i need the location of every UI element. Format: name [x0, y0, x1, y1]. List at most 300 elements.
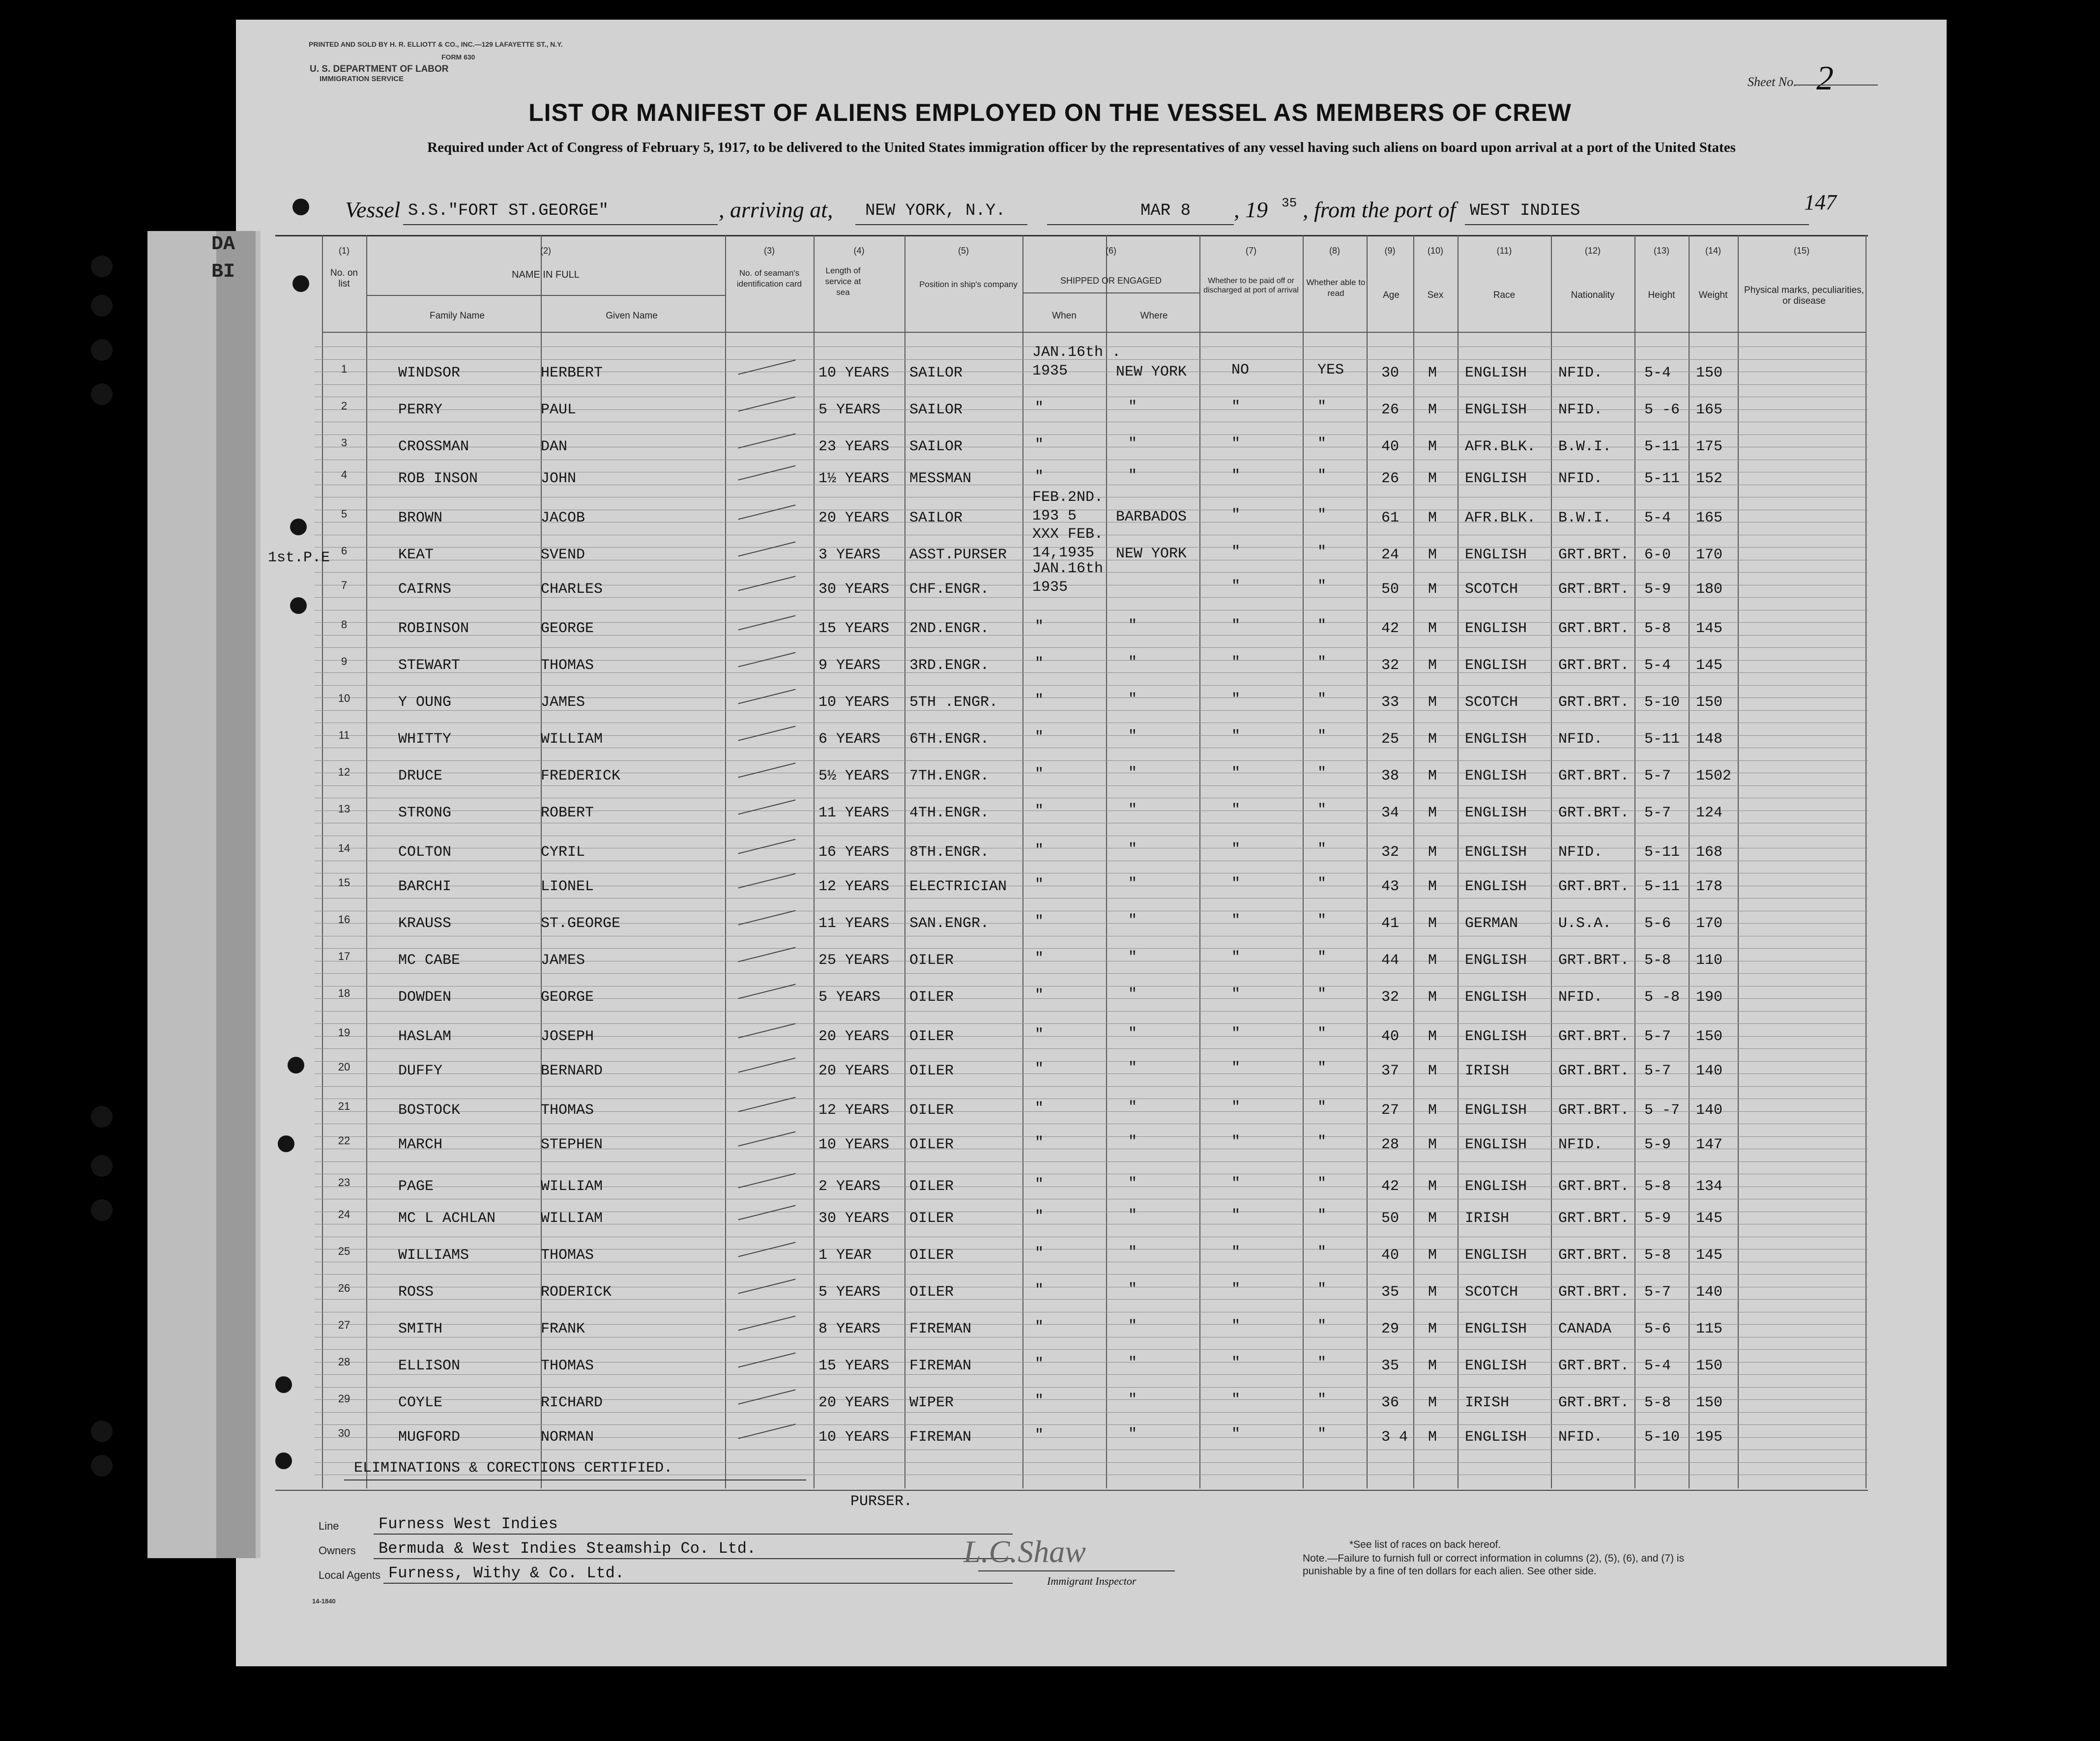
shipped-where-cell: ": [1128, 1207, 1138, 1224]
ruled-line: [315, 1048, 1868, 1049]
column-divider: [814, 235, 815, 1488]
age-cell: 40: [1381, 1247, 1400, 1264]
height-cell: 5-7: [1644, 1063, 1671, 1079]
able-to-read-cell: ": [1317, 1099, 1327, 1116]
race-cell: IRISH: [1465, 1210, 1510, 1227]
shipped-where-cell: ": [1128, 765, 1138, 782]
col-no-on-list: No. on list: [330, 268, 358, 289]
race-cell: ENGLISH: [1465, 1102, 1527, 1119]
nationality-cell: GRT.BRT.: [1558, 1178, 1630, 1195]
given-name-cell: THOMAS: [541, 657, 594, 674]
ruled-line: [315, 760, 1868, 761]
weight-cell: 140: [1696, 1063, 1723, 1079]
shipped-where-cell: ": [1128, 875, 1138, 892]
shipped-where-cell: ": [1128, 949, 1138, 966]
column-divider: [1106, 235, 1107, 1488]
line-label: Line: [319, 1520, 339, 1532]
able-to-read-cell: ": [1317, 507, 1327, 523]
age-cell: 61: [1381, 510, 1400, 526]
punch-hole: [91, 1421, 113, 1442]
column-number: (15): [1793, 246, 1809, 256]
paid-off-cell: ": [1231, 691, 1241, 708]
owners-value: Bermuda & West Indies Steamship Co. Ltd.: [379, 1539, 757, 1558]
shipped-where-cell: ": [1128, 654, 1138, 671]
position-cell: CHF.ENGR.: [909, 581, 990, 598]
position-cell: SAN.ENGR.: [909, 915, 990, 932]
age-cell: 32: [1381, 844, 1400, 861]
given-name-cell: JOSEPH: [541, 1028, 594, 1045]
position-cell: ELECTRICIAN: [909, 878, 1007, 895]
paid-off-cell: ": [1231, 1025, 1241, 1042]
shipped-when-cell: FEB.2ND. 193 5: [1032, 489, 1104, 524]
row-number: 30: [338, 1427, 350, 1439]
shipped-where-cell: ": [1128, 1318, 1138, 1335]
shipped-where-cell: NEW YORK: [1116, 364, 1187, 380]
shipped-when-cell: ": [1035, 913, 1044, 930]
age-cell: 35: [1381, 1358, 1400, 1374]
position-cell: OILER: [909, 1284, 954, 1301]
weight-cell: 145: [1696, 620, 1723, 637]
given-name-cell: GEORGE: [541, 620, 594, 637]
vessel-name: S.S."FORT ST.GEORGE": [408, 202, 609, 220]
sex-cell: M: [1428, 844, 1437, 861]
nationality-cell: GRT.BRT.: [1558, 547, 1630, 563]
races-note: *See list of races on back hereof.: [1349, 1539, 1501, 1550]
column-number: (1): [339, 246, 350, 256]
family-name-cell: HASLAM: [398, 1028, 452, 1045]
row-number: 17: [338, 950, 350, 962]
punch-hole: [91, 295, 113, 317]
height-cell: 5-6: [1644, 915, 1671, 932]
paid-off-cell: ": [1231, 1175, 1241, 1192]
age-cell: 41: [1381, 915, 1400, 932]
nationality-cell: GRT.BRT.: [1558, 1247, 1630, 1264]
ruled-line: [315, 785, 1868, 786]
form-number: FORM 630: [441, 53, 475, 61]
position-cell: ASST.PURSER: [909, 547, 1007, 563]
able-to-read-cell: ": [1317, 728, 1327, 745]
given-name-cell: ROBERT: [541, 805, 594, 821]
race-cell: ENGLISH: [1465, 844, 1527, 861]
paid-off-cell: ": [1231, 1207, 1241, 1224]
sex-cell: M: [1428, 915, 1437, 932]
family-name-cell: BOSTOCK: [398, 1102, 461, 1119]
able-to-read-cell: ": [1317, 1025, 1327, 1042]
service-length-cell: 1½ YEARS: [818, 470, 890, 487]
weight-cell: 134: [1696, 1178, 1723, 1195]
paid-off-cell: ": [1231, 544, 1241, 560]
row-number: 7: [341, 579, 348, 591]
age-cell: 44: [1381, 952, 1400, 969]
age-cell: 34: [1381, 805, 1400, 821]
position-cell: SAILOR: [909, 365, 963, 381]
height-cell: 5-9: [1644, 1210, 1671, 1227]
agents-underline: [383, 1583, 1013, 1584]
able-to-read-cell: ": [1317, 399, 1327, 415]
shipped-when-cell: ": [1035, 1245, 1044, 1262]
column-divider: [1689, 235, 1690, 1488]
race-cell: SCOTCH: [1465, 581, 1518, 598]
purser-label: PURSER.: [850, 1493, 913, 1510]
shipped-where-cell: NEW YORK: [1116, 546, 1187, 562]
nationality-cell: NFID.: [1558, 1429, 1603, 1446]
punch-hole: [91, 1155, 113, 1177]
sex-cell: M: [1428, 438, 1437, 455]
column-number: (4): [853, 246, 865, 256]
race-cell: ENGLISH: [1465, 470, 1527, 487]
position-cell: FIREMAN: [909, 1321, 972, 1337]
age-cell: 32: [1381, 989, 1400, 1006]
given-name-cell: GEORGE: [541, 989, 594, 1006]
age-cell: 50: [1381, 1210, 1400, 1227]
race-cell: ENGLISH: [1465, 547, 1527, 563]
family-name-cell: MUGFORD: [398, 1429, 461, 1446]
family-name-cell: PERRY: [398, 402, 443, 418]
service-length-cell: 9 YEARS: [818, 657, 881, 674]
sex-cell: M: [1428, 805, 1437, 821]
position-cell: MESSMAN: [909, 470, 972, 487]
weight-cell: 180: [1696, 581, 1723, 598]
paid-off-cell: ": [1231, 1060, 1241, 1076]
shipped-when-cell: ": [1035, 1356, 1044, 1372]
shipped-when-cell: JAN.16th . 1935: [1032, 344, 1121, 379]
nationality-cell: GRT.BRT.: [1558, 620, 1630, 637]
able-to-read-cell: ": [1317, 1392, 1327, 1408]
header-divider: [1022, 292, 1199, 293]
weight-cell: 148: [1696, 731, 1723, 748]
port-underline: [855, 224, 1027, 225]
family-name-cell: MC L ACHLAN: [398, 1210, 496, 1227]
ruled-line: [315, 1412, 1868, 1413]
family-name-cell: COYLE: [398, 1394, 443, 1411]
shipped-when-cell: ": [1035, 618, 1044, 635]
row-number: 16: [338, 913, 350, 926]
shipped-where-cell: ": [1128, 1060, 1138, 1076]
sex-cell: M: [1428, 768, 1437, 784]
height-cell: 5-8: [1644, 1247, 1671, 1264]
race-cell: ENGLISH: [1465, 1178, 1527, 1195]
weight-cell: 115: [1696, 1321, 1723, 1337]
column-divider: [366, 235, 367, 1488]
col-family-name: Family Name: [430, 311, 485, 321]
sheet-underline: [1794, 85, 1878, 86]
service-length-cell: 10 YEARS: [818, 1136, 890, 1153]
punch-hole: [91, 1106, 113, 1128]
shipped-where-cell: ": [1128, 841, 1138, 858]
position-cell: 6TH.ENGR.: [909, 731, 990, 748]
able-to-read-cell: ": [1317, 1060, 1327, 1076]
position-cell: FIREMAN: [909, 1429, 972, 1446]
age-cell: 38: [1381, 768, 1400, 784]
row-number: 29: [338, 1393, 350, 1405]
sex-cell: M: [1428, 952, 1437, 969]
height-cell: 5-11: [1644, 470, 1680, 487]
punch-hole: [91, 339, 113, 361]
row-number: 15: [338, 876, 350, 889]
paid-off-cell: ": [1231, 1392, 1241, 1408]
year-prefix: , 19: [1234, 197, 1268, 222]
shipped-when-cell: ": [1035, 1176, 1044, 1193]
sex-cell: M: [1428, 1102, 1437, 1119]
position-cell: OILER: [909, 989, 954, 1006]
family-name-cell: KRAUSS: [398, 915, 452, 932]
service-length-cell: 8 YEARS: [818, 1321, 881, 1337]
col-shipped: SHIPPED OR ENGAGED: [1060, 276, 1162, 286]
age-cell: 26: [1381, 470, 1400, 487]
service-length-cell: 12 YEARS: [818, 1102, 890, 1119]
height-cell: 5-4: [1644, 657, 1671, 674]
able-to-read-cell: ": [1317, 949, 1327, 966]
position-cell: 5TH .ENGR.: [909, 694, 998, 711]
row-number: 4: [341, 468, 348, 481]
family-name-cell: WILLIAMS: [398, 1247, 469, 1264]
age-cell: 37: [1381, 1063, 1400, 1079]
line-value: Furness West Indies: [379, 1515, 558, 1533]
able-to-read-cell: ": [1317, 544, 1327, 560]
weight-cell: 165: [1696, 402, 1723, 418]
able-to-read-cell: ": [1317, 875, 1327, 892]
shipped-when-cell: ": [1035, 1393, 1044, 1409]
row-number: 8: [341, 618, 348, 631]
family-name-cell: BARCHI: [398, 878, 452, 895]
nationality-cell: NFID.: [1558, 365, 1603, 381]
ruled-line: [315, 1374, 1868, 1375]
paid-off-cell: ": [1231, 802, 1241, 818]
row-number: 1: [341, 363, 348, 375]
race-cell: ENGLISH: [1465, 365, 1527, 381]
shipped-when-cell: ": [1035, 655, 1044, 672]
given-name-cell: FRANK: [541, 1321, 585, 1337]
able-to-read-cell: ": [1317, 802, 1327, 818]
sex-cell: M: [1428, 1028, 1437, 1045]
column-number: (6): [1106, 246, 1116, 256]
service-length-cell: 12 YEARS: [818, 878, 890, 895]
position-cell: FIREMAN: [909, 1358, 972, 1374]
race-cell: IRISH: [1465, 1063, 1510, 1079]
line-underline: [374, 1534, 1013, 1535]
position-cell: OILER: [909, 952, 954, 969]
given-name-cell: CYRIL: [541, 844, 585, 861]
family-name-cell: DRUCE: [398, 768, 443, 784]
ruled-line: [315, 1274, 1868, 1275]
sex-cell: M: [1428, 1210, 1437, 1227]
race-cell: ENGLISH: [1465, 805, 1527, 821]
weight-cell: 190: [1696, 989, 1723, 1006]
position-cell: OILER: [909, 1136, 954, 1153]
service-length-cell: 11 YEARS: [818, 915, 890, 932]
height-cell: 5-8: [1644, 620, 1671, 637]
column-divider: [1022, 235, 1023, 1488]
nationality-cell: GRT.BRT.: [1558, 1102, 1630, 1119]
row-number: 21: [338, 1100, 350, 1112]
header-divider: [322, 332, 1866, 333]
shipped-where-cell: ": [1128, 691, 1138, 708]
shipped-where-cell: ": [1128, 1392, 1138, 1408]
shipped-where-cell: ": [1128, 1099, 1138, 1116]
age-cell: 42: [1381, 620, 1400, 637]
sex-cell: M: [1428, 1394, 1437, 1411]
service-length-cell: 5½ YEARS: [818, 768, 890, 784]
row-number: 19: [338, 1026, 350, 1039]
row-number: 27: [338, 1319, 350, 1331]
position-cell: OILER: [909, 1063, 954, 1079]
paid-off-cell: ": [1231, 728, 1241, 745]
shipped-when-cell: ": [1035, 1100, 1044, 1117]
paid-off-cell: ": [1231, 1426, 1241, 1443]
paid-off-cell: NO: [1231, 362, 1250, 378]
shipped-where-cell: ": [1128, 1133, 1138, 1150]
header-divider: [366, 295, 725, 296]
weight-cell: 170: [1696, 547, 1723, 563]
ruled-line: [315, 685, 1868, 686]
agents-label: Local Agents: [319, 1569, 380, 1581]
owners-underline: [374, 1558, 1013, 1559]
given-name-cell: WILLIAM: [541, 1178, 603, 1195]
agents-value: Furness, Withy & Co. Ltd.: [388, 1564, 625, 1582]
punch-hole: [91, 256, 113, 277]
shipped-where-cell: ": [1128, 802, 1138, 818]
column-divider: [1738, 235, 1739, 1488]
arrival-port: NEW YORK, N.Y.: [865, 202, 1006, 220]
age-cell: 35: [1381, 1284, 1400, 1301]
column-divider: [1367, 235, 1368, 1488]
nationality-cell: GRT.BRT.: [1558, 805, 1630, 821]
from-port: WEST INDIES: [1470, 202, 1580, 220]
column-number: (13): [1653, 246, 1669, 256]
race-cell: AFR.BLK.: [1465, 510, 1536, 526]
service-length-cell: 30 YEARS: [818, 1210, 890, 1227]
race-cell: ENGLISH: [1465, 768, 1527, 784]
sex-cell: M: [1428, 989, 1437, 1006]
inspector-underline: [978, 1570, 1175, 1571]
printer-line: PRINTED AND SOLD BY H. R. ELLIOTT & CO., INC.—129 LAFAYETTE ST., N.Y.: [309, 40, 563, 48]
shipped-where-cell: ": [1128, 728, 1138, 745]
height-cell: 5-11: [1644, 731, 1680, 748]
shipped-when-cell: ": [1035, 987, 1044, 1004]
family-name-cell: SMITH: [398, 1321, 443, 1337]
height-cell: 5-8: [1644, 952, 1671, 969]
inspector-label: Immigrant Inspector: [1047, 1575, 1137, 1587]
service-length-cell: 15 YEARS: [818, 620, 890, 637]
sex-cell: M: [1428, 402, 1437, 418]
shipped-when-cell: ": [1035, 876, 1044, 893]
family-name-cell: CROSSMAN: [398, 438, 469, 455]
weight-cell: 150: [1696, 1394, 1723, 1411]
sex-cell: M: [1428, 620, 1437, 637]
sex-cell: M: [1428, 365, 1437, 381]
row-number: 11: [338, 729, 350, 741]
shipped-when-cell: ": [1035, 842, 1044, 859]
height-cell: 5 -7: [1644, 1102, 1680, 1119]
sheet-number: 2: [1816, 59, 1834, 97]
row-number: 24: [338, 1208, 350, 1220]
given-name-cell: NORMAN: [541, 1429, 594, 1446]
column-number: (10): [1427, 246, 1443, 256]
penalty-note: Note.—Failure to furnish full or correct information in columns (2), (5), (6), and (7) is punishable by a fine of ten dollars for each alien. See other side.: [1303, 1553, 1685, 1577]
age-cell: 3 4: [1381, 1429, 1408, 1446]
weight-cell: 150: [1696, 365, 1723, 381]
shipped-when-cell: ": [1035, 1282, 1044, 1299]
given-name-cell: ST.GEORGE: [541, 915, 621, 932]
service-length-cell: 15 YEARS: [818, 1358, 890, 1374]
col-name-in-full: NAME IN FULL: [512, 269, 580, 280]
family-name-cell: Y OUNG: [398, 694, 452, 711]
col-able-to-read: Whether able to read: [1306, 278, 1366, 298]
able-to-read-cell: ": [1317, 654, 1327, 671]
paid-off-cell: ": [1231, 841, 1241, 858]
weight-cell: 168: [1696, 844, 1723, 861]
row-number: 22: [338, 1134, 350, 1147]
arriving-label: , arriving at,: [719, 197, 833, 222]
nationality-cell: GRT.BRT.: [1558, 1210, 1630, 1227]
row-number: 9: [341, 655, 348, 667]
race-cell: ENGLISH: [1465, 657, 1527, 674]
crew-table: [275, 235, 1868, 1491]
column-number: (8): [1329, 246, 1340, 256]
sex-cell: M: [1428, 1321, 1437, 1337]
given-name-cell: LIONEL: [541, 878, 594, 895]
nationality-cell: GRT.BRT.: [1558, 1284, 1630, 1301]
nationality-cell: NFID.: [1558, 989, 1603, 1006]
shipped-where-cell: ": [1128, 435, 1138, 452]
race-cell: ENGLISH: [1465, 1429, 1527, 1446]
age-cell: 43: [1381, 878, 1400, 895]
service-length-cell: 20 YEARS: [818, 510, 890, 526]
weight-cell: 110: [1696, 952, 1723, 969]
service-length-cell: 20 YEARS: [818, 1063, 890, 1079]
age-cell: 40: [1381, 1028, 1400, 1045]
given-name-cell: WILLIAM: [541, 731, 603, 748]
shipped-when-cell: ": [1035, 400, 1044, 416]
position-cell: WIPER: [909, 1394, 954, 1411]
service-length-cell: 2 YEARS: [818, 1178, 881, 1195]
height-cell: 5-10: [1644, 1429, 1680, 1446]
row-number: 2: [341, 400, 348, 412]
family-name-cell: STEWART: [398, 657, 461, 674]
shipped-where-cell: ": [1128, 467, 1138, 484]
sex-cell: M: [1428, 657, 1437, 674]
age-cell: 27: [1381, 1102, 1400, 1119]
sex-cell: M: [1428, 547, 1437, 563]
column-number: (7): [1246, 246, 1256, 256]
shipped-where-cell: ": [1128, 1355, 1138, 1371]
column-divider: [322, 235, 323, 1488]
able-to-read-cell: ": [1317, 1318, 1327, 1335]
row-number: 28: [338, 1356, 350, 1368]
paid-off-cell: ": [1231, 617, 1241, 634]
shipped-when-cell: JAN.16th 1935: [1032, 560, 1104, 596]
service-length-cell: 23 YEARS: [818, 438, 890, 455]
punch-hole: [292, 199, 309, 215]
height-cell: 5-9: [1644, 581, 1671, 598]
family-name-cell: STRONG: [398, 805, 452, 821]
sex-cell: M: [1428, 1063, 1437, 1079]
col-paid-off: Whether to be paid off or discharged at port of arrival: [1203, 277, 1299, 294]
weight-cell: 145: [1696, 657, 1723, 674]
sex-cell: M: [1428, 1136, 1437, 1153]
given-name-cell: PAUL: [541, 402, 577, 418]
height-cell: 5-4: [1644, 510, 1671, 526]
from-underline: [1465, 224, 1809, 225]
row-number: 14: [338, 842, 350, 854]
age-cell: 29: [1381, 1321, 1400, 1337]
age-cell: 50: [1381, 581, 1400, 598]
service-length-cell: 10 YEARS: [818, 694, 890, 711]
shipped-when-cell: ": [1035, 729, 1044, 746]
height-cell: 5-6: [1644, 1321, 1671, 1337]
col-physical-marks: Physical marks, peculiarities, or disease: [1744, 285, 1864, 306]
col-position: Position in ship's company: [919, 280, 1018, 289]
